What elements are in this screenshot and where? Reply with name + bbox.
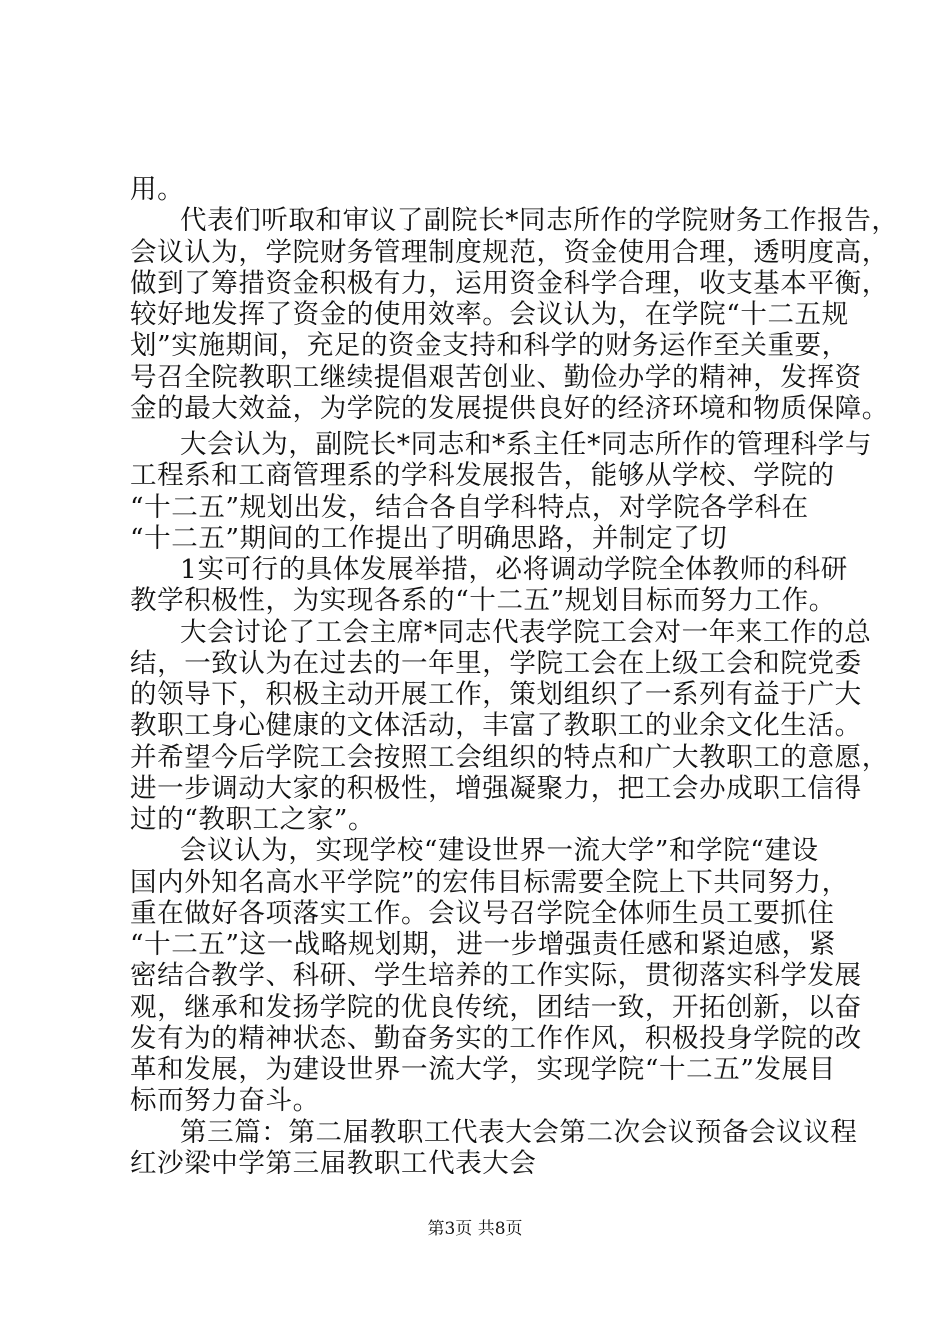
text-line: 标而努力奋斗。: [130, 1085, 320, 1116]
text-line: 进一步调动大家的积极性，增强凝聚力，把工会办成职工信得: [130, 773, 862, 804]
text-line: 工程系和工商管理系的学科发展报告，能够从学校、学院的: [130, 460, 835, 491]
text-line: 大会讨论了工会主席*同志代表学院工会对一年来工作的总: [180, 617, 872, 648]
text-line: 会议认为，实现学校“建设世界一流大学”和学院“建设: [180, 835, 819, 866]
text-line: 第三篇：第二届教职工代表大会第二次会议预备会议议程: [180, 1117, 858, 1148]
text-line: 重在做好各项落实工作。会议号召学院全体师生员工要抓住: [130, 898, 835, 929]
text-line: 发有为的精神状态、勤奋务实的工作作风，积极投身学院的改: [130, 1023, 862, 1054]
text-line: 会议认为，学院财务管理制度规范，资金使用合理，透明度高，: [130, 237, 889, 268]
text-line: 做到了筹措资金积极有力，运用资金科学合理，收支基本平衡，: [130, 268, 889, 299]
text-line: 1实可行的具体发展举措，必将调动学院全体教师的科研: [180, 554, 848, 585]
text-line: “十二五”规划出发，结合各自学科特点，对学院各学科在: [130, 492, 809, 523]
text-line: 密结合教学、科研、学生培养的工作实际，贯彻落实科学发展: [130, 960, 862, 991]
text-line: 划”实施期间，充足的资金支持和科学的财务运作至关重要，: [130, 330, 849, 361]
text-line: 金的最大效益，为学院的发展提供良好的经济环境和物质保障。: [130, 393, 889, 424]
text-line: 教学积极性，为实现各系的“十二五”规划目标而努力工作。: [130, 585, 836, 616]
text-line: 教职工身心健康的文体活动，丰富了教职工的业余文化生活。: [130, 710, 862, 741]
text-line: “十二五”期间的工作提出了明确思路，并制定了切: [130, 523, 728, 554]
text-line: 并希望今后学院工会按照工会组织的特点和广大教职工的意愿，: [130, 742, 889, 773]
text-line: 国内外知名高水平学院”的宏伟目标需要全院上下共同努力，: [130, 867, 849, 898]
text-line: 结，一致认为在过去的一年里，学院工会在上级工会和院党委: [130, 648, 862, 679]
page-number-footer: 第3页 共8页: [427, 1219, 523, 1239]
text-line: 革和发展，为建设世界一流大学，实现学院“十二五”发展目: [130, 1054, 836, 1085]
text-line: 代表们听取和审议了副院长*同志所作的学院财务工作报告，: [180, 205, 899, 236]
text-line: 观，继承和发扬学院的优良传统，团结一致，开拓创新，以奋: [130, 992, 862, 1023]
text-line: 红沙梁中学第三届教职工代表大会: [130, 1148, 537, 1179]
text-line: 过的“教职工之家”。: [130, 804, 376, 835]
text-line: 较好地发挥了资金的使用效率。会议认为，在学院“十二五规: [130, 299, 849, 330]
text-line: 大会认为，副院长*同志和*系主任*同志所作的管理科学与: [180, 429, 872, 460]
text-line: 用。: [130, 174, 185, 205]
text-line: “十二五”这一战略规划期，进一步增强责任感和紧迫感，紧: [130, 929, 836, 960]
text-line: 号召全院教职工继续提倡艰苦创业、勤俭办学的精神，发挥资: [130, 362, 862, 393]
text-line: 的领导下，积极主动开展工作，策划组织了一系列有益于广大: [130, 679, 862, 710]
